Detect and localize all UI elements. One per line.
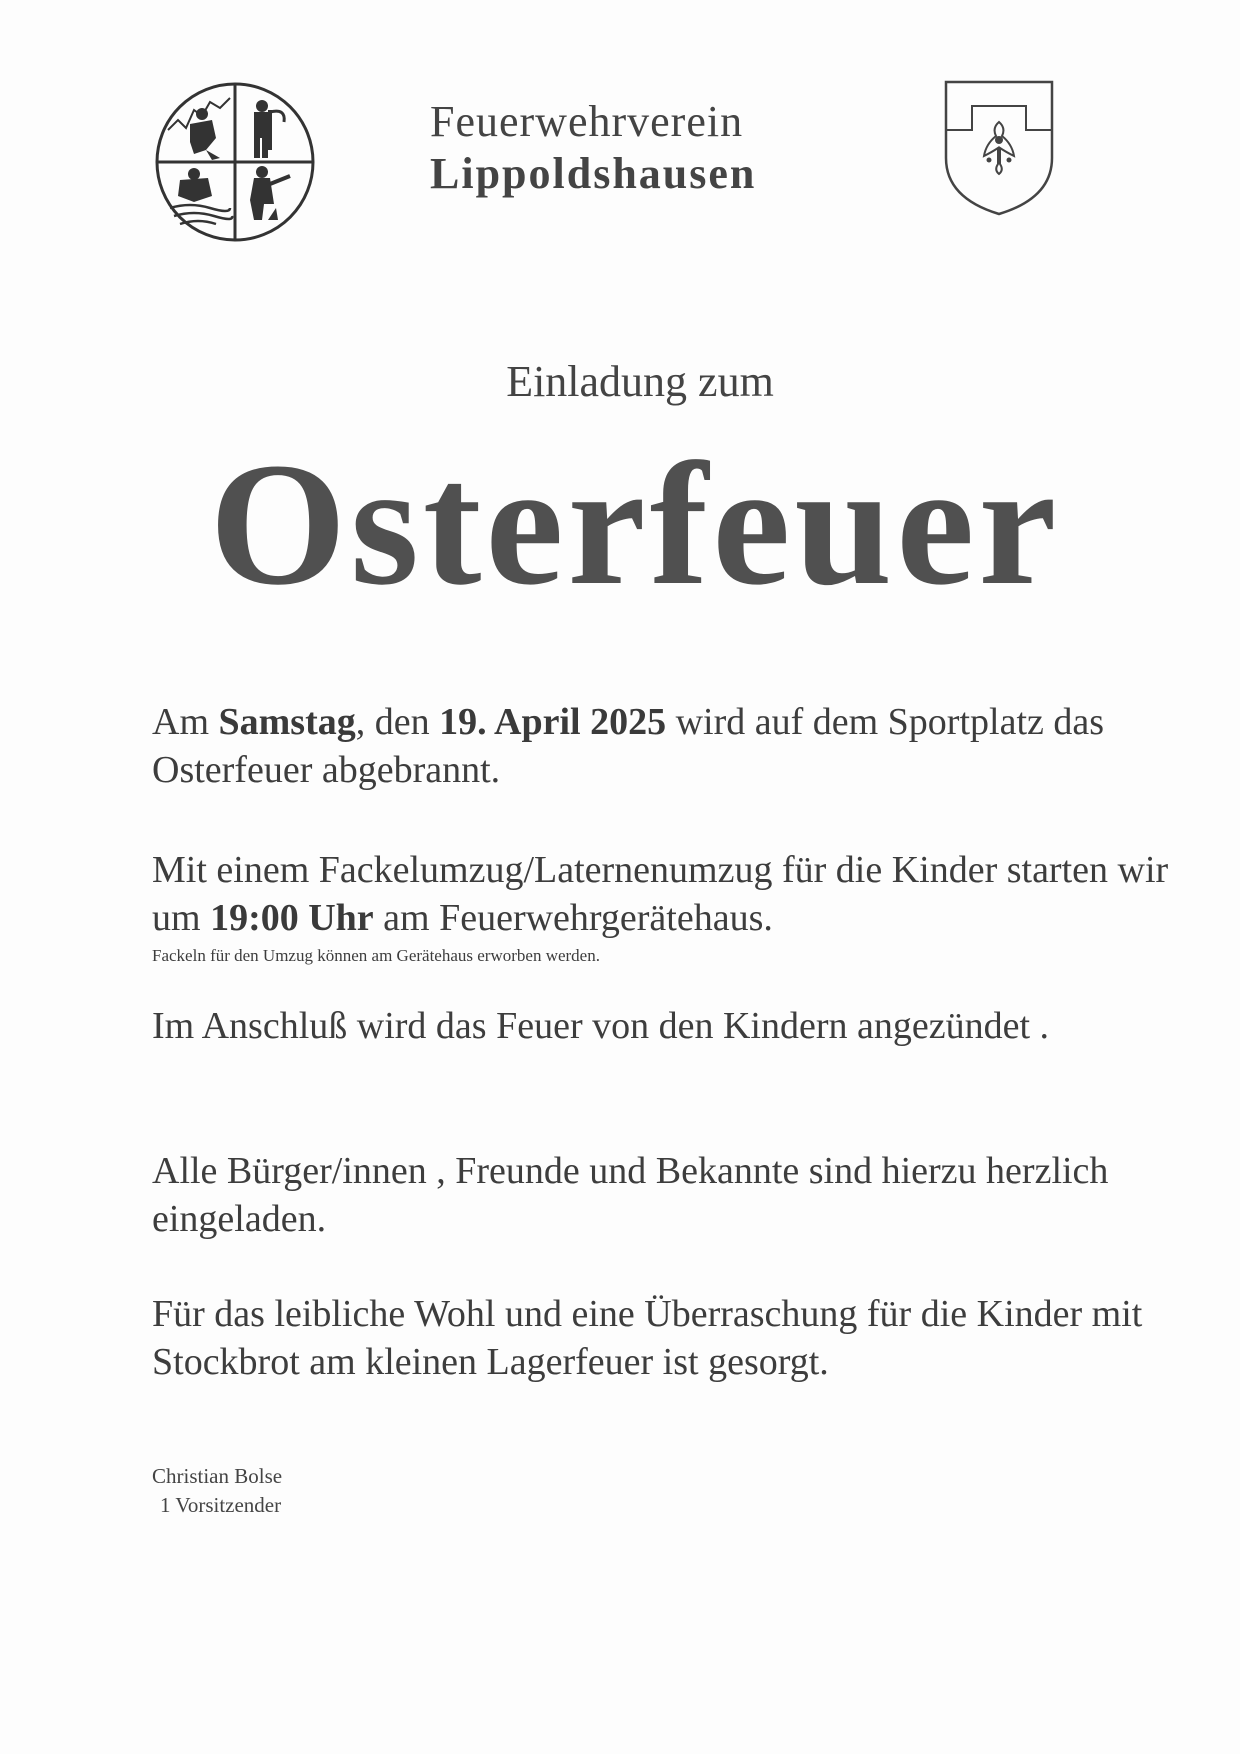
firefighter-emblem-icon (150, 80, 320, 245)
signature-block (152, 1462, 282, 1520)
p1-text-a: Am (152, 701, 219, 743)
p1-date: 19. April 2025 (439, 701, 667, 743)
p1-weekday: Samstag (218, 701, 356, 743)
paragraph-date (152, 698, 1172, 794)
invite-line: Einladung zum (506, 357, 774, 406)
municipal-coat-of-arms-icon (942, 78, 1056, 218)
paragraph-catering: Für das leibliche Wohl und eine Überraschung für die Kinder mit Stockbrot am kleinen Lagerfeuer ist gesorgt. (152, 1293, 1143, 1383)
signature-role: 1 Vorsitzender (160, 1493, 282, 1517)
paragraph-procession (152, 846, 1172, 942)
p1-text-c: , den (355, 701, 440, 743)
page-title: Osterfeuer (209, 427, 1061, 622)
p2-text-a: Mit einem Fackelumzug/Laternenumzug für die Kinder starten wir um (152, 849, 1169, 939)
torch-note: Fackeln für den Umzug können am Gerätehaus erworben werden. (152, 946, 600, 965)
p2-text-c: am Feuerwehrgerätehaus. (373, 897, 773, 939)
signature-name: Christian Bolse (152, 1464, 283, 1488)
p1-text-e: wird auf dem Sportplatz das Osterfeuer abgebrannt. (152, 701, 1105, 791)
paragraph-invitation: Alle Bürger/innen , Freunde und Bekannte sind hierzu herzlich eingeladen. (152, 1150, 1109, 1240)
club-name-line2: Lippoldshausen (430, 149, 757, 198)
paragraph-lighting: Im Anschluß wird das Feuer von den Kindern angezündet . (152, 1005, 1050, 1047)
p2-time: 19:00 Uhr (210, 897, 374, 939)
club-name-line1: Feuerwehrverein (430, 97, 744, 146)
club-name (430, 96, 810, 200)
